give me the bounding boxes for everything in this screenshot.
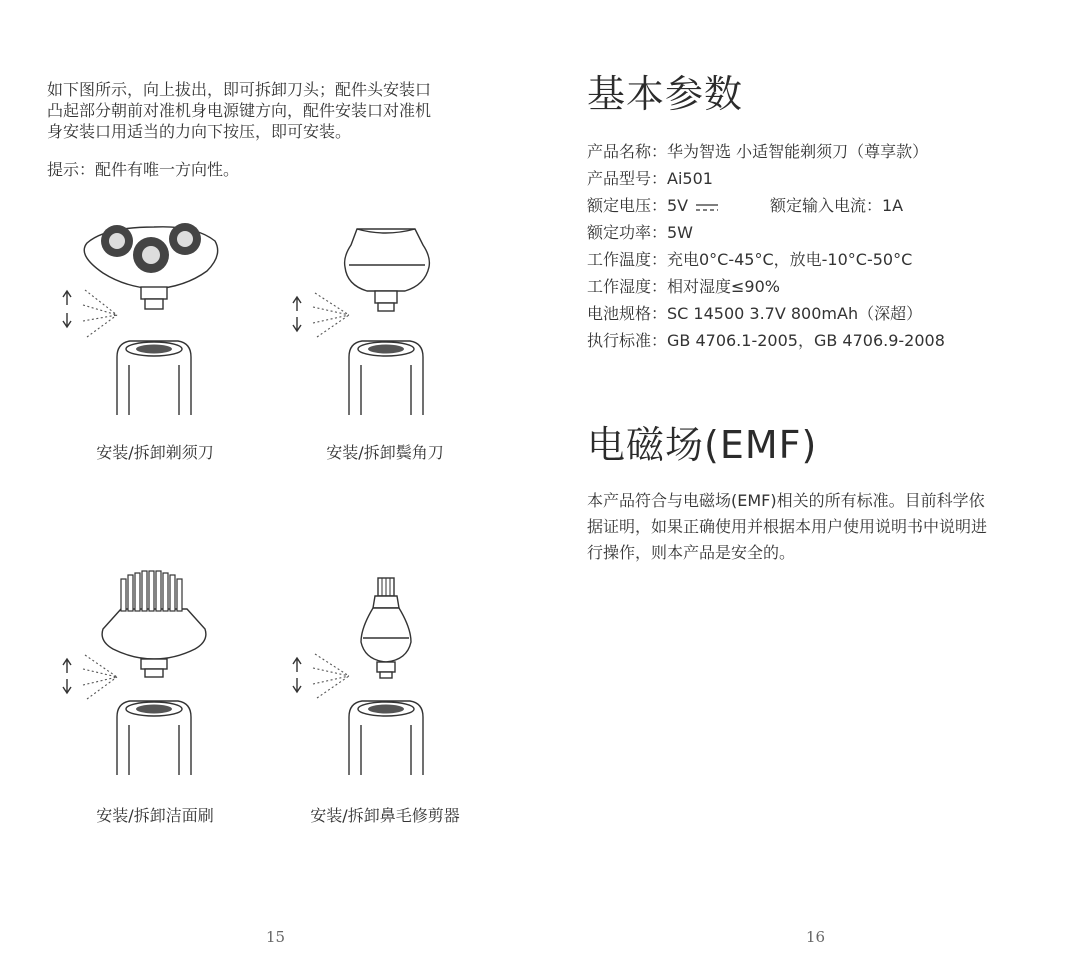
nose-trimmer-icon	[285, 572, 455, 780]
up-down-arrow-icon	[63, 659, 71, 693]
up-down-arrow-icon	[293, 658, 301, 692]
param-rated-current: 额定输入电流：1A	[770, 196, 904, 215]
param-working-temp: 工作温度：充电0°C-45°C，放电-10°C-50°C	[587, 250, 913, 269]
param-battery: 电池规格：SC 14500 3.7V 800mAh（深超）	[587, 304, 923, 323]
up-down-arrow-icon	[293, 297, 301, 331]
intro-line-2: 凸起部分朝前对准机身电源键方向，配件安装口对准机	[47, 101, 432, 120]
param-rated-voltage: 额定电压：5V	[587, 196, 689, 215]
emf-line-1: 本产品符合与电磁场(EMF)相关的所有标准。目前科学依	[587, 491, 985, 510]
sideburn-trimmer-icon	[285, 215, 455, 420]
tip-text: 提示：配件有唯一方向性。	[47, 160, 240, 179]
handle-body-illustration	[349, 341, 423, 415]
param-voltage-row	[587, 196, 719, 216]
shaver-head-icon	[55, 215, 235, 420]
emf-line-2: 据证明，如果正确使用并根据本用户使用说明书中说明进	[587, 517, 988, 536]
param-model: 产品型号：Ai501	[587, 169, 713, 188]
handle-body-illustration	[117, 701, 191, 775]
emf-line-3: 行操作，则本产品是安全的。	[587, 543, 796, 562]
dc-symbol-icon	[695, 201, 719, 213]
figure-caption-1: 安装/拆卸剃须刀	[96, 443, 214, 462]
param-rated-power: 额定功率：5W	[587, 223, 694, 242]
page-number-left: 15	[266, 928, 286, 946]
figure-caption-2: 安装/拆卸鬓角刀	[326, 443, 444, 462]
handle-body-illustration	[349, 701, 423, 775]
param-working-humidity: 工作湿度：相对湿度≤90%	[587, 277, 780, 296]
param-product-name: 产品名称：华为智选 小适智能剃须刀（尊享款）	[587, 142, 929, 161]
page-number-right: 16	[806, 928, 826, 946]
param-standard: 执行标准：GB 4706.1-2005，GB 4706.9-2008	[587, 331, 945, 350]
intro-line-3: 身安装口用适当的力向下按压，即可安装。	[47, 122, 352, 141]
up-down-arrow-icon	[63, 291, 71, 327]
handle-body-illustration	[117, 341, 191, 415]
figure-caption-3: 安装/拆卸洁面刷	[96, 806, 214, 825]
figure-caption-4: 安装/拆卸鼻毛修剪器	[310, 806, 460, 825]
emf-title: 电磁场(EMF)	[587, 423, 818, 467]
params-title: 基本参数	[587, 72, 744, 116]
emf-paragraph	[587, 488, 1057, 566]
intro-line-1: 如下图所示，向上拔出，即可拆卸刀头；配件头安装口	[47, 80, 432, 99]
cleansing-brush-icon	[55, 565, 235, 780]
